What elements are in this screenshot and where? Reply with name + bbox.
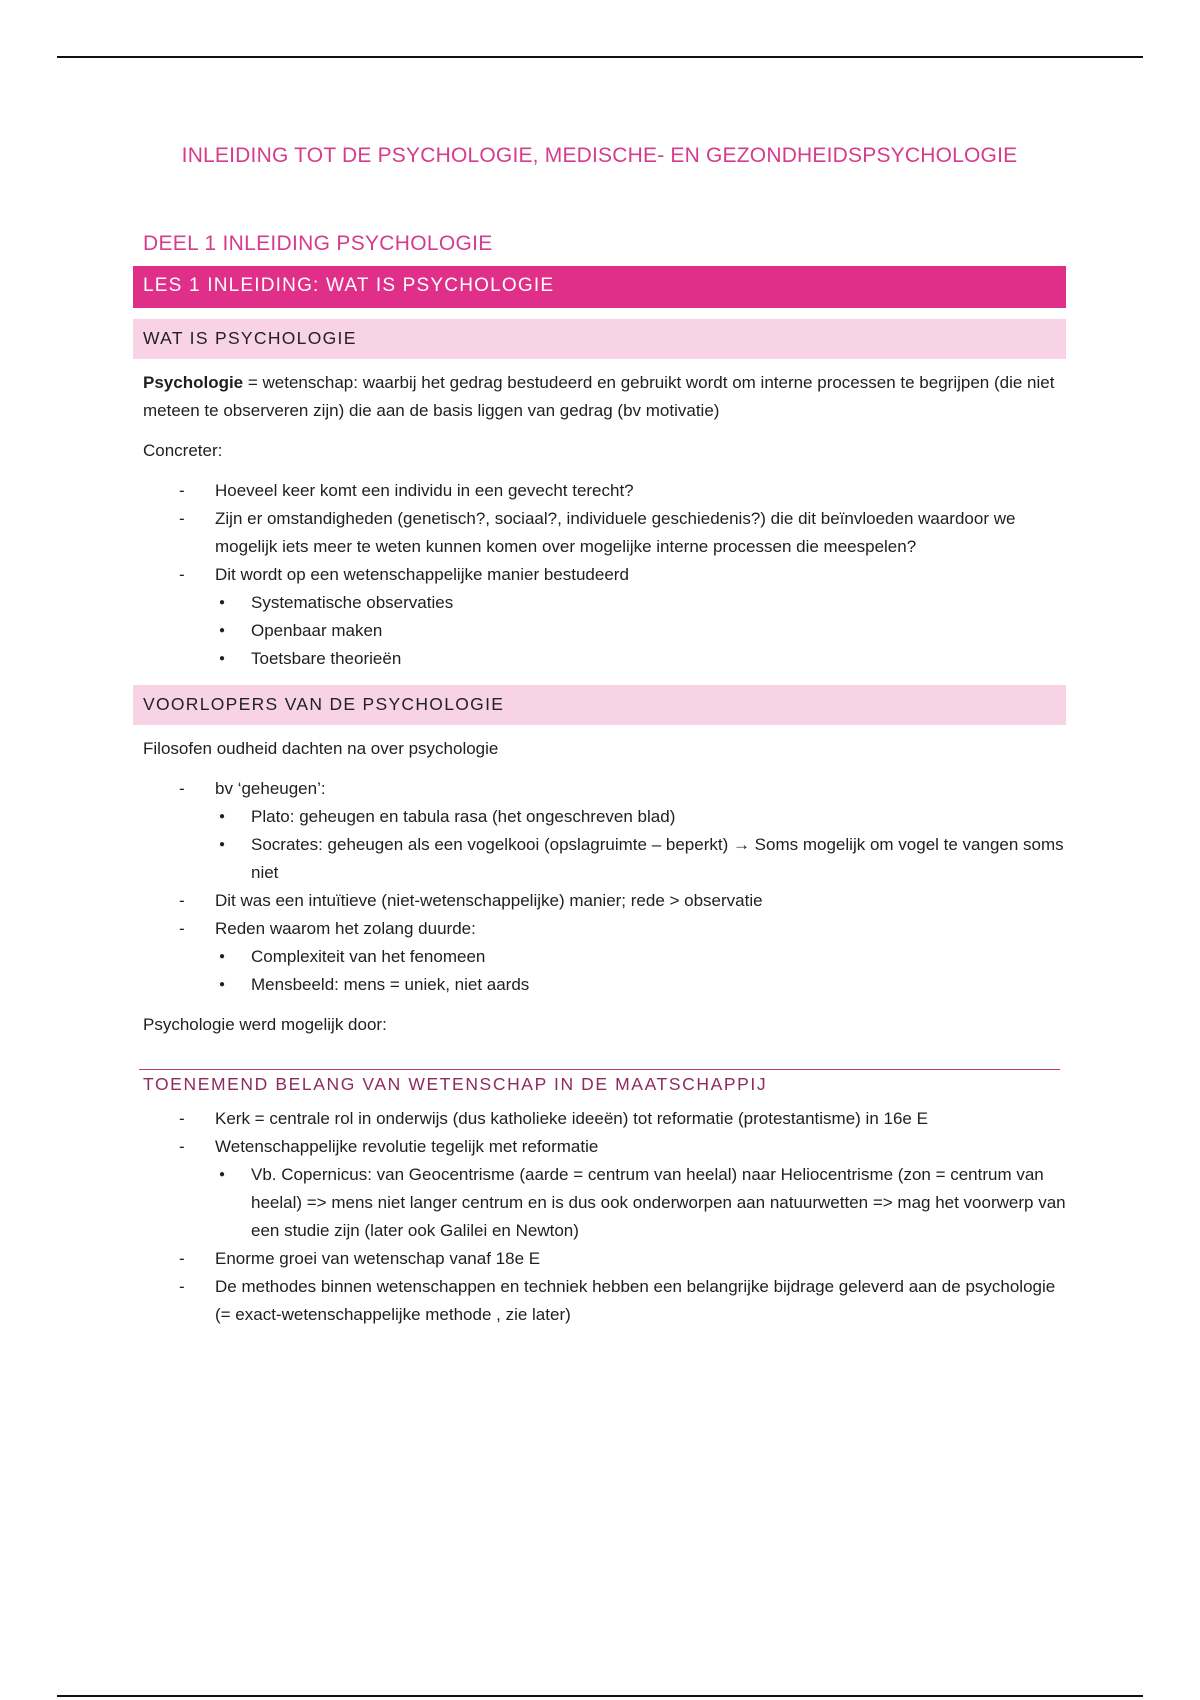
concreter-label: Concreter: [143, 441, 223, 460]
list-item: ● Plato: geheugen en tabula rasa (het ongeschreven blad) [215, 803, 1066, 831]
list-item: ● Openbaar maken [215, 617, 1066, 645]
section2-intro: Filosofen oudheid dachten na over psychologie [143, 739, 499, 758]
wetenschap-list [133, 1105, 1066, 1329]
list-item: - Hoeveel keer komt een individu in een gevecht terecht? [133, 477, 1066, 505]
voorlopers-list [133, 775, 1066, 999]
list-item: - Enorme groei van wetenschap vanaf 18e E [133, 1245, 1066, 1273]
definition-paragraph [143, 369, 1066, 425]
list-item: - Dit was een intuïtieve (niet-wetenschappelijke) manier; rede > observatie [133, 887, 1066, 915]
reason-sublist [215, 943, 1066, 999]
section-heading-wat-is-psychologie: WAT IS PSYCHOLOGIE [133, 319, 1066, 359]
list-item: - Kerk = centrale rol in onderwijs (dus katholieke ideeën) tot reformatie (protestantisme) in 16e E [133, 1105, 1066, 1133]
method-sublist [215, 589, 1066, 673]
subsection-heading-wetenschap: TOENEMEND BELANG VAN WETENSCHAP IN DE MAATSCHAPPIJ [139, 1069, 1060, 1095]
list-item: ● Toetsbare theorieën [215, 645, 1066, 673]
list-item: - Dit wordt op een wetenschappelijke manier bestudeerd ● Systematische observaties ● Openbaar maken ● Toetsbare theorieën [133, 561, 1066, 673]
lesson-heading: LES 1 INLEIDING: WAT IS PSYCHOLOGIE [133, 266, 1066, 308]
list-item: ● Systematische observaties [215, 589, 1066, 617]
list-item: ● Mensbeeld: mens = uniek, niet aards [215, 971, 1066, 999]
section2-outro: Psychologie werd mogelijk door: [143, 1015, 387, 1034]
list-item: - bv ‘geheugen’: ● Plato: geheugen en tabula rasa (het ongeschreven blad) ● Socrates: geheugen als een vogelkooi (opslagruimte – beperkt) → Soms mogelijk om vogel te vangen soms niet [133, 775, 1066, 887]
list-item: ● Socrates: geheugen als een vogelkooi (opslagruimte – beperkt) → Soms mogelijk om vogel te vangen soms niet [215, 831, 1066, 887]
list-item: - Reden waarom het zolang duurde: ● Complexiteit van het fenomeen ● Mensbeeld: mens = uniek, niet aards [133, 915, 1066, 999]
list-item: - De methodes binnen wetenschappen en techniek hebben een belangrijke bijdrage geleverd aan de psychologie (= exact-wetenschappelijke methode , zie later) [133, 1273, 1066, 1329]
memory-sublist [215, 803, 1066, 887]
part-title: DEEL 1 INLEIDING PSYCHOLOGIE [143, 232, 493, 255]
top-rule [57, 56, 1143, 58]
copernicus-sublist [215, 1161, 1066, 1245]
list-item: ● Complexiteit van het fenomeen [215, 943, 1066, 971]
definition-term: Psychologie [143, 373, 244, 392]
section-heading-voorlopers: VOORLOPERS VAN DE PSYCHOLOGIE [133, 685, 1066, 725]
document-title: INLEIDING TOT DE PSYCHOLOGIE, MEDISCHE- EN GEZONDHEIDSPSYCHOLOGIE [181, 144, 1018, 167]
document-page [133, 140, 1066, 1329]
list-item: ● Vb. Copernicus: van Geocentrisme (aarde = centrum van heelal) naar Heliocentrisme (zon = centrum van heelal) => mens niet langer centrum en is dus ook onderworpen aan natuurwetten => mag het voorwerp van een studie zijn (later ook Galilei en Newton) [215, 1161, 1066, 1245]
list-item: - Zijn er omstandigheden (genetisch?, sociaal?, individuele geschiedenis?) die dit beïnvloeden waardoor we mogelijk iets meer te weten kunnen komen over mogelijke interne processen die meespelen? [133, 505, 1066, 561]
concreter-list [133, 477, 1066, 673]
bottom-rule [57, 1695, 1143, 1697]
list-item: - Wetenschappelijke revolutie tegelijk met reformatie ● Vb. Copernicus: van Geocentrisme (aarde = centrum van heelal) naar Heliocentrisme (zon = centrum van heelal) => mens niet langer centrum en is dus ook onderworpen aan natuurwetten => mag het voorwerp van een studie zijn (later ook Galilei en Newton) [133, 1133, 1066, 1245]
definition-text: = wetenschap: waarbij het gedrag bestudeerd en gebruikt wordt om interne processen te begrijpen (die niet meteen te observeren zijn) die aan de basis liggen van gedrag (bv motivatie) [143, 373, 1055, 420]
